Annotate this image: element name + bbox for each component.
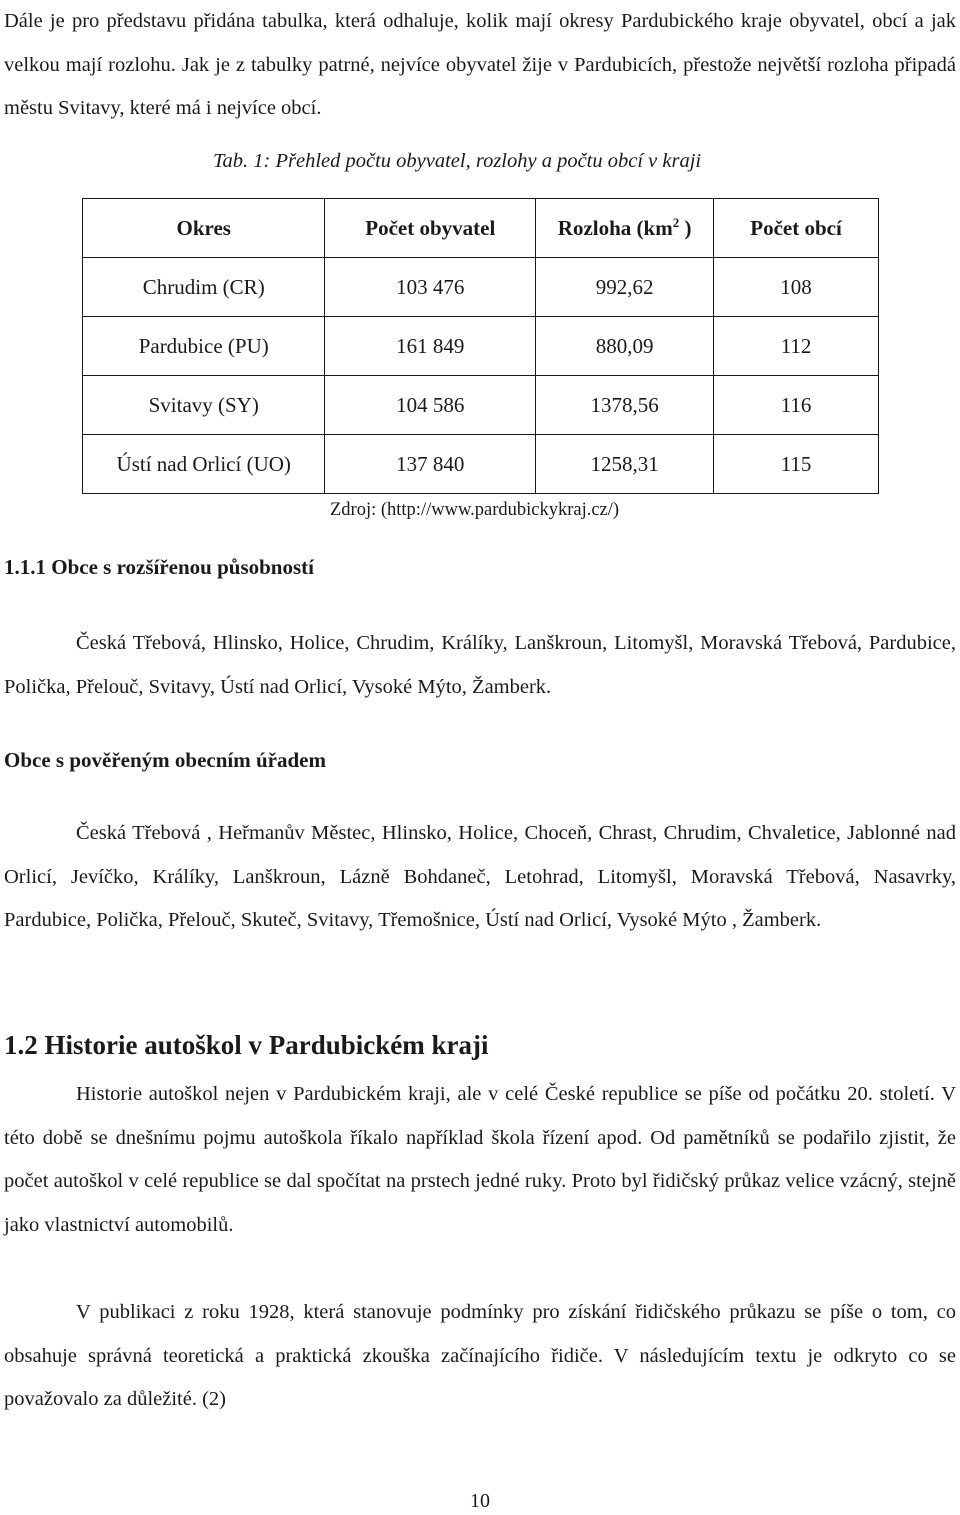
table-caption: Tab. 1: Přehled počtu obyvatel, rozlohy a počtu obcí v kraji [213, 150, 702, 172]
heading-obce-rozsirena: 1.1.1 Obce s rozšířenou působností [4, 555, 314, 579]
header-rozloha-sup: 2 [672, 215, 680, 230]
cell-okres: Svitavy (SY) [83, 376, 325, 435]
paragraph-historie-2: V publikaci z roku 1928, která stanovuje podmínky pro získání řidičského průkazu se píše o tom, co obsahuje správná teoretická a praktická zkouška začínajícího řidiče. V následujícím textu je odkryto co se považovalo za důležité. (2) [4, 1301, 956, 1410]
table-row [83, 258, 879, 317]
table-header-row [83, 199, 879, 258]
table-row [83, 435, 879, 494]
heading-historie-autoskol: 1.2 Historie autoškol v Pardubickém kraji [4, 1030, 489, 1060]
cell-rozloha: 992,62 [536, 258, 714, 317]
cell-obyvatel: 161 849 [325, 317, 536, 376]
cell-okres: Chrudim (CR) [83, 258, 325, 317]
cell-obci: 108 [714, 258, 879, 317]
intro-paragraph: Dále je pro představu přidána tabulka, která odhaluje, kolik mají okresy Pardubického kraje obyvatel, obcí a jak velkou mají rozlohu. Jak je z tabulky patrné, nejvíce obyvatel žije v Pardubicích, přestože největší rozloha připadá městu Svitavy, které má i nejvíce obcí. [4, 10, 956, 119]
header-okres: Okres [83, 199, 325, 258]
header-rozloha-close: ) [679, 216, 692, 240]
cell-okres: Ústí nad Orlicí (UO) [83, 435, 325, 494]
cell-obci: 116 [714, 376, 879, 435]
cell-obyvatel: 104 586 [325, 376, 536, 435]
header-obyvatel: Počet obyvatel [325, 199, 536, 258]
header-rozloha-text: Rozloha (km [557, 216, 673, 240]
table-source: Zdroj: (http://www.pardubickykraj.cz/) [330, 500, 620, 520]
header-rozloha [536, 199, 714, 258]
cell-rozloha: 1378,56 [536, 376, 714, 435]
district-table [82, 198, 879, 494]
page-number: 10 [470, 1490, 490, 1512]
cell-obci: 112 [714, 317, 879, 376]
heading-obce-poverene: Obce s pověřeným obecním úřadem [4, 748, 326, 772]
cell-rozloha: 880,09 [536, 317, 714, 376]
cell-rozloha: 1258,31 [536, 435, 714, 494]
paragraph-obce-poverene: Česká Třebová , Heřmanův Městec, Hlinsko, Holice, Choceň, Chrast, Chrudim, Chvaletice, Jablonné nad Orlicí, Jevíčko, Králíky, Lanškroun, Lázně Bohdaneč, Letohrad, Litomyšl, Moravská Třebová, Nasavrky, Pardubice, Polička, Přelouč, Skuteč, Svitavy, Třemošnice, Ústí nad Orlicí, Vysoké Mýto , Žamberk. [4, 822, 956, 931]
cell-obyvatel: 103 476 [325, 258, 536, 317]
cell-obyvatel: 137 840 [325, 435, 536, 494]
table-row [83, 376, 879, 435]
paragraph-historie-1: Historie autoškol nejen v Pardubickém kraji, ale v celé České republice se píše od počátku 20. století. V této době se dnešnímu pojmu autoškola říkalo například škola řízení apod. Od pamětníků se podařilo zjistit, že počet autoškol v celé republice se dal spočítat na prstech jedné ruky. Proto byl řidičský průkaz velice vzácný, stejně jako vlastnictví automobilů. [4, 1083, 956, 1236]
cell-okres: Pardubice (PU) [83, 317, 325, 376]
cell-obci: 115 [714, 435, 879, 494]
table-row [83, 317, 879, 376]
header-obci: Počet obcí [714, 199, 879, 258]
paragraph-obce-rozsirena: Česká Třebová, Hlinsko, Holice, Chrudim, Králíky, Lanškroun, Litomyšl, Moravská Třebová, Pardubice, Polička, Přelouč, Svitavy, Ústí nad Orlicí, Vysoké Mýto, Žamberk. [4, 632, 956, 698]
